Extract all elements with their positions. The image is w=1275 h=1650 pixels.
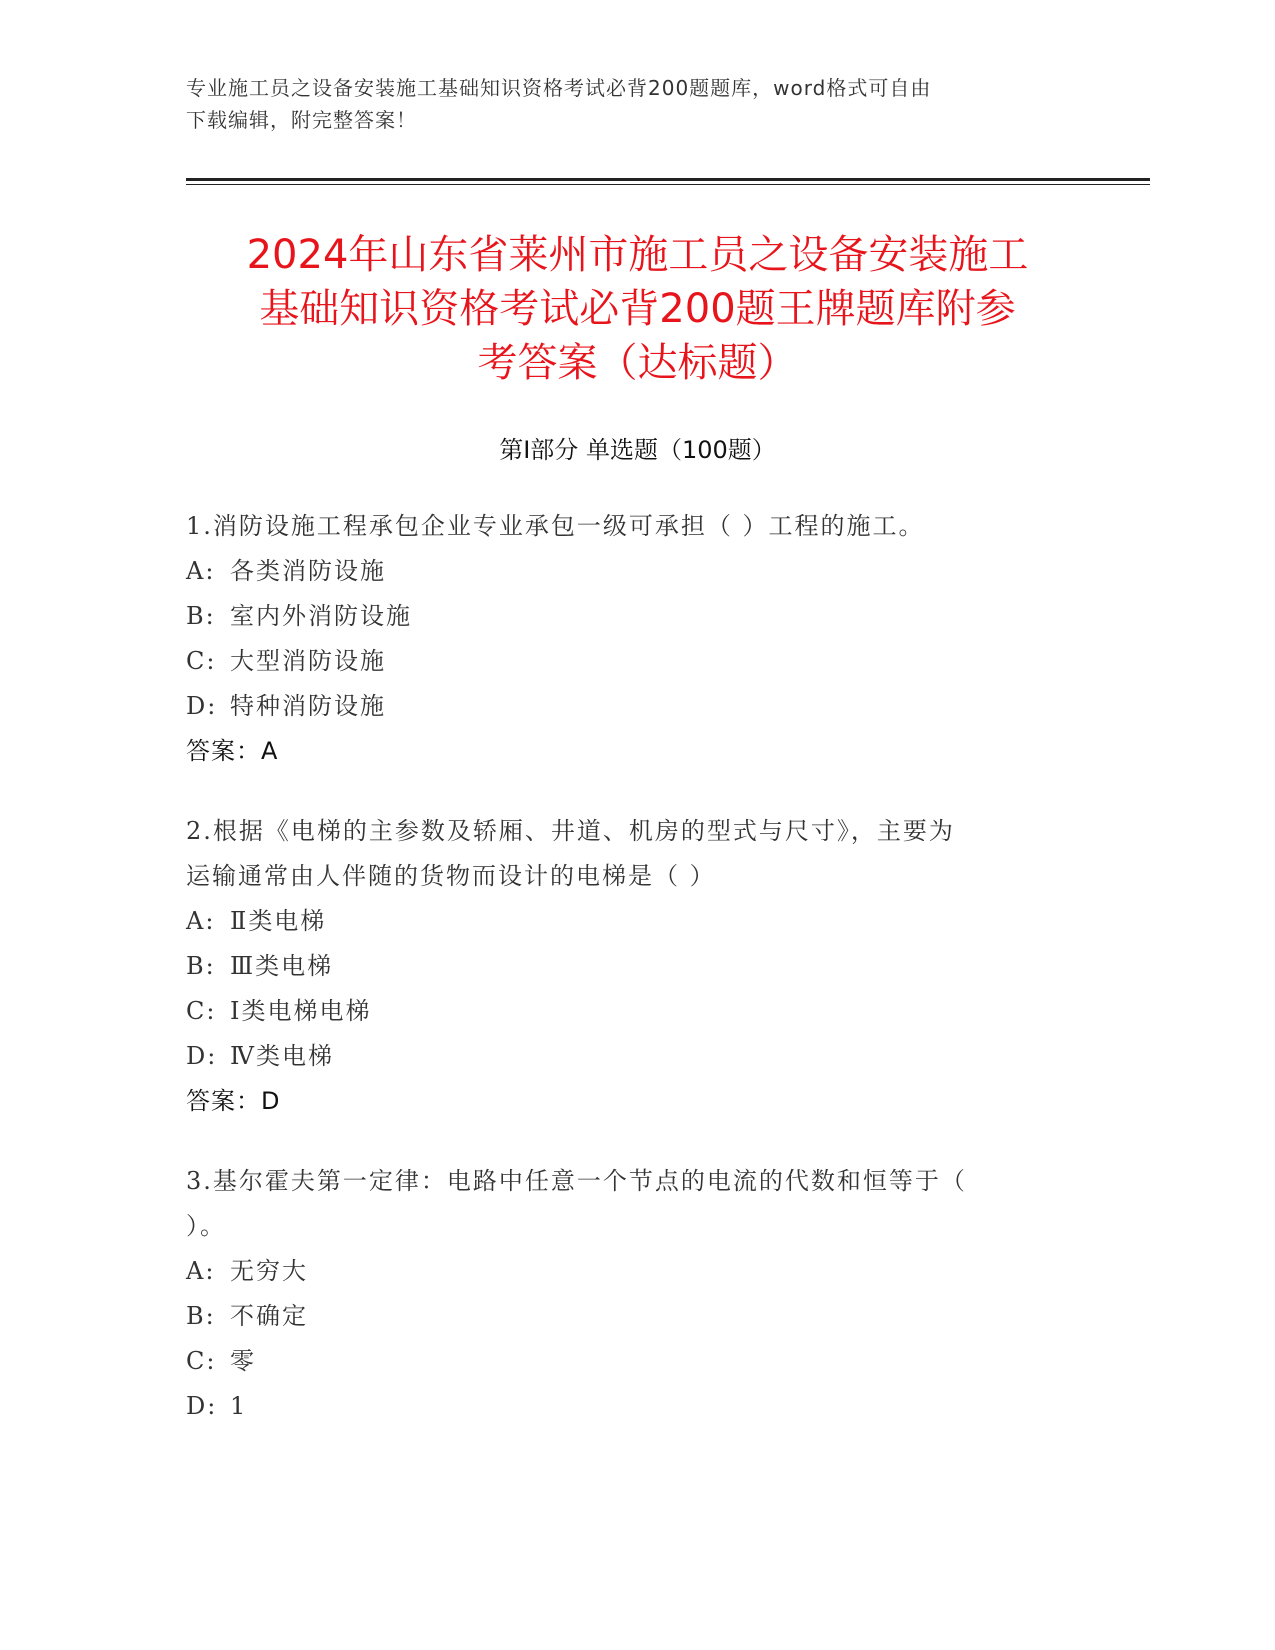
document-title bbox=[160, 228, 1115, 390]
option-text: 室内外消防设施 bbox=[230, 602, 412, 630]
option-text: Ⅲ类电梯 bbox=[230, 952, 334, 980]
option-label: A: bbox=[186, 1257, 216, 1285]
option-label: B: bbox=[186, 602, 216, 630]
option-text: 大型消防设施 bbox=[230, 647, 386, 675]
option-text: Ⅳ类电梯 bbox=[230, 1042, 334, 1070]
option-b bbox=[186, 944, 1066, 989]
option-text: 无穷大 bbox=[230, 1257, 308, 1285]
option-label: B: bbox=[186, 952, 216, 980]
title-line: 考答案（达标题） bbox=[477, 340, 798, 386]
question-stem: 运输通常由人伴随的货物而设计的电梯是（ ） bbox=[186, 862, 716, 890]
answer-line: 答案：A bbox=[186, 737, 279, 765]
option-text: 各类消防设施 bbox=[230, 557, 386, 585]
option-label: C: bbox=[186, 647, 217, 675]
option-label: A: bbox=[186, 557, 216, 585]
section-heading: 第Ⅰ部分 单选题（100题） bbox=[499, 436, 776, 464]
option-b bbox=[186, 594, 1066, 639]
question-3 bbox=[186, 1159, 1066, 1429]
option-label: C: bbox=[186, 1347, 217, 1375]
option-c bbox=[186, 639, 1066, 684]
title-line: 2024年山东省莱州市施工员之设备安装施工 bbox=[246, 232, 1029, 278]
option-text: 1 bbox=[230, 1392, 248, 1420]
option-label: D: bbox=[186, 1042, 218, 1070]
option-b bbox=[186, 1294, 1066, 1339]
option-d bbox=[186, 1034, 1066, 1079]
option-a bbox=[186, 899, 1066, 944]
option-d bbox=[186, 1384, 1066, 1429]
title-line: 基础知识资格考试必背200题王牌题库附参 bbox=[259, 286, 1016, 332]
option-label: D: bbox=[186, 692, 218, 720]
option-a bbox=[186, 549, 1066, 594]
question-stem: ）。 bbox=[186, 1212, 226, 1240]
question-stem: 1.消防设施工程承包企业专业承包一级可承担（ ）工程的施工。 bbox=[186, 512, 925, 540]
question-1 bbox=[186, 504, 1066, 774]
question-stem: 2.根据《电梯的主参数及轿厢、井道、机房的型式与尺寸》，主要为 bbox=[186, 817, 955, 845]
option-c bbox=[186, 989, 1066, 1034]
header-rule-thick bbox=[186, 178, 1150, 181]
header-rule-thin bbox=[186, 184, 1150, 185]
option-text: Ⅱ类电梯 bbox=[230, 907, 327, 935]
header-note bbox=[186, 72, 1086, 136]
question-2 bbox=[186, 809, 1066, 1124]
option-label: A: bbox=[186, 907, 216, 935]
header-note-line: 下载编辑，附完整答案！ bbox=[186, 108, 417, 132]
option-text: 特种消防设施 bbox=[230, 692, 386, 720]
option-label: C: bbox=[186, 997, 217, 1025]
option-text: 零 bbox=[230, 1347, 256, 1375]
answer-line: 答案：D bbox=[186, 1087, 281, 1115]
question-stem: 3.基尔霍夫第一定律：电路中任意一个节点的电流的代数和恒等于（ bbox=[186, 1167, 967, 1195]
option-d bbox=[186, 684, 1066, 729]
option-c bbox=[186, 1339, 1066, 1384]
option-text: 不确定 bbox=[230, 1302, 308, 1330]
option-label: B: bbox=[186, 1302, 216, 1330]
header-note-line: 专业施工员之设备安装施工基础知识资格考试必背200题题库，word格式可自由 bbox=[186, 76, 932, 100]
option-label: D: bbox=[186, 1392, 218, 1420]
option-a bbox=[186, 1249, 1066, 1294]
option-text: Ⅰ类电梯电梯 bbox=[230, 997, 372, 1025]
